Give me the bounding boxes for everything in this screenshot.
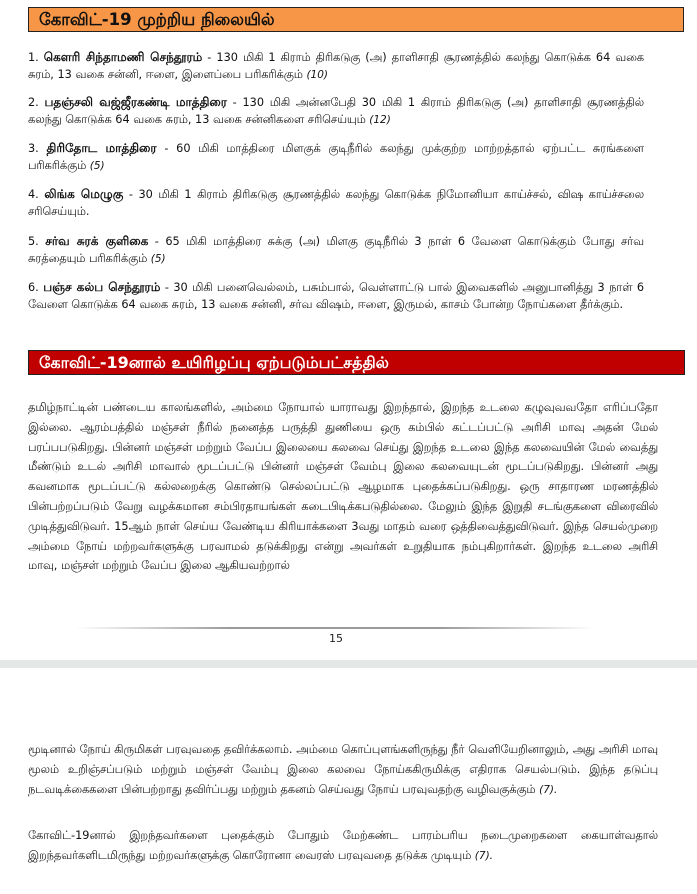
item-number: 5. — [28, 235, 39, 248]
item-description: - 60 மிகி மாத்திரை மிளகுக் குடிநீரில் கலந்து முக்குற்ற மாற்றத்தால் ஏற்பட்ட சுரங்களை பரிகரிக்கும் — [28, 142, 645, 172]
citation: (10) — [306, 69, 329, 81]
item-description: - 30 மிகி 1 கிராம் திரிகடுகு சூரணத்தில் கலந்து கொடுக்க நிமோனியா காய்ச்சல், விஷ காய்ச்சலை சரிசெய்யும். — [28, 188, 645, 218]
item-description: - 65 மிகி மாத்திரை சுக்கு (அ) மிளகு குடிநீரில் 3 நாள் 6 வேளை கொடுக்கும் போது சர்வ சுரத்தையும் பரிகரிக்கும் — [28, 235, 644, 265]
medicine-name: லிங்க மெழுகு — [44, 187, 124, 201]
body-paragraph — [28, 826, 658, 867]
item-description: - 130 மிகி அன்னபேதி 30 மிகி 1 கிராம் திரிகடுகு (அ) தாளிசாதி சூரணத்தில் கலந்து கொடுக்க 64 வகை சுரம், 13 வகை சன்னிகளை சரிசெய்யும் — [28, 96, 644, 126]
medicine-name: சர்வ சுரக் குளிகை — [45, 234, 149, 248]
item-number: 4. — [28, 188, 39, 201]
item-number: 3. — [28, 142, 39, 155]
paragraph-text: கோவிட்-19னால் இறந்தவர்களை புதைக்கும் போதும் மேற்கண்ட பாரம்பரிய நடைமுறைகளை கையாள்வதால் இறந்தவர்களிடமிருந்து மற்றவர்களுக்கு கொரோனா வைரஸ் பரவுவதை தடுக்க முடியும் — [28, 829, 658, 862]
section-heading-death-case: கோவிட்-19னால் உயிரிழப்பு ஏற்படும்பட்சத்தில் — [28, 350, 685, 375]
medicine-name: திரிதோட மாத்திரை — [46, 141, 157, 155]
medicine-name: பதஞ்சலி வஜ்ஜீரகண்டி மாத்திரை — [44, 95, 227, 109]
medicine-name: பஞ்ச கல்ப செந்தூரம் — [43, 280, 161, 294]
list-item — [28, 233, 644, 268]
citation: (5) — [89, 160, 105, 172]
body-paragraph: தமிழ்நாட்டின் பண்டைய காலங்களில், அம்மை நோயால் யாராவது இறந்தால், இறந்த உடலை கழுவுவவதோ எரிப்பதோ இல்லை. ஆரம்பத்தில் மஞ்சள் நீரில் நனைத்த பருத்தி துணியை ஒரு கம்பில் கட்டப்பட்டு அரிசி மாவு அதன் மேல் பரப்பபடுகிறது. பின்னர் மஞ்சள் மற்றும் வேப்ப இலையை கலவை செய்து இறந்த உடலை இந்த கலவையின் மேல் வைத்து மீண்டும் உடல் அரிசி மாவால் மூடப்பட்டு பின்னர் மஞ்சள் வேம்பு இலை கலவையுடன் மூடப்படுகிறது. பின்னர் அது கவனமாக மூடப்பட்டு கல்லறைக்கு கொண்டு செல்லப்பட்டு ஆழமாக புதைக்கப்படுகிறது. ஒரு சாதாரண மரணத்தில் பின்பற்றப்படும் வேறு வழக்கமான சம்பிரதாயங்கள் கடைபிடிக்கபடுதில்லை. மேலும் இந்த இறுதி சடங்குகளை விரைவில் முடித்துவிடுவர். 15ஆம் நாள் செய்ய வேண்டிய கிரியாக்களை 3வது மாதம் வரை ஒத்திவைத்துவிடுவர். இந்த செயல்முறை அம்மை நோய் மற்றவர்களுக்கு பரவாமல் தடுக்கிறது என்று அவர்கள் உறுதியாக நம்புகிறார்கள். இறந்த உடலை அரிசி மாவு, மஞ்சள் மற்றும் வேப்ப இலை ஆகியவற்றால் — [28, 401, 658, 573]
citation: (7). — [539, 783, 558, 796]
page-number: 15 — [329, 632, 343, 645]
item-number: 6. — [28, 281, 39, 294]
list-item — [28, 94, 644, 129]
document-page-16 — [0, 668, 697, 894]
page-separator — [0, 660, 697, 668]
medicine-name: கௌரி சிந்தாமணி செந்தூரம் — [43, 50, 203, 64]
citation: (5) — [150, 253, 166, 265]
list-item — [28, 186, 644, 221]
item-number: 1. — [28, 51, 39, 64]
list-item — [28, 140, 644, 175]
citation: (7). — [474, 849, 494, 862]
list-item — [28, 49, 644, 84]
section-heading-advanced-stage: கோவிட்-19 முற்றிய நிலையில் — [28, 7, 684, 32]
list-item — [28, 279, 644, 314]
item-number: 2. — [28, 96, 39, 109]
footer-divider — [75, 627, 595, 629]
item-description: - 130 மிகி 1 கிராம் திரிகடுகு (அ) தாளிசாதி சூரணத்தில் கலந்து கொடுக்க 64 வகை சுரம், 13 வகை சன்னி, ஈளை, இளைப்பை பரிகரிக்கும் — [28, 51, 644, 81]
citation: (12) — [369, 114, 391, 126]
item-description: - 30 மிகி பனைவெல்லம், பசும்பால், வெள்ளாட்டு பால் இவைகளில் அனுபானித்து 3 நாள் 6 வேளை கொடுக்க 64 வகை சுரம், 13 வகை சன்னி, சர்வ விஷம், ஈளை, இருமல், காசம் போன்ற நோய்களை தீர்க்கும். — [28, 281, 645, 311]
body-paragraph — [28, 740, 658, 800]
paragraph-text: மூடினால் நோய் கிருமிகள் பரவுவதை தவிர்க்கலாம். அம்மை கொப்புளங்களிருந்து நீர் வெளியேறினாலும், அது அரிசி மாவு மூலம் உறிஞ்சப்படும் மற்றும் மஞ்சள் வேம்பு இலை கலவை நோய்ககிருமிக்கு எதிராக செயல்படும். இந்த தடுப்பு நடவடிக்கைகளை பின்பற்றாது தவிர்ப்பது மற்றும் தகனம் செய்வது நோய் பரவுவதற்கு வழிவகுக்கும் — [28, 743, 658, 796]
